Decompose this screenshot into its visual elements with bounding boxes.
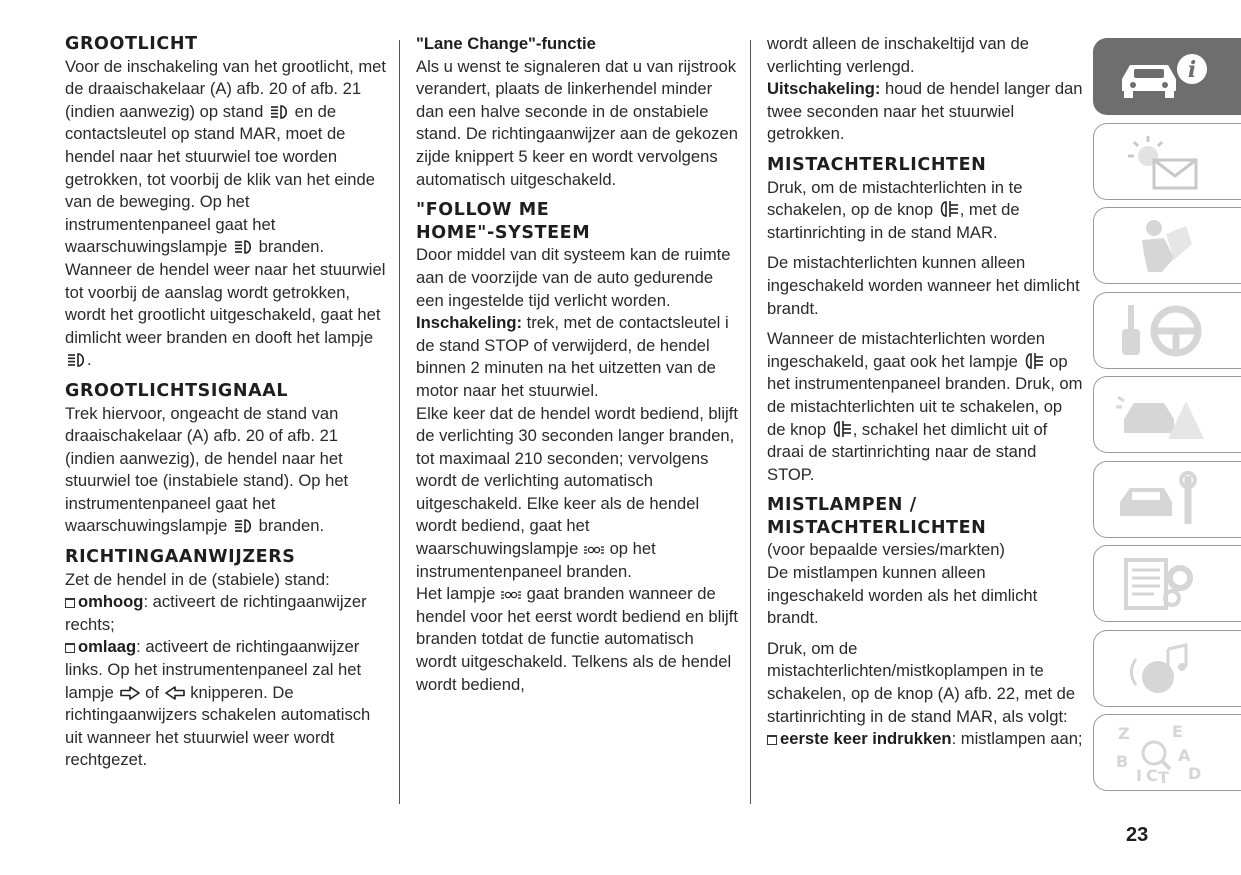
tab-technical-data[interactable] [1093,545,1241,622]
tab-emergency[interactable] [1093,376,1241,453]
paragraph-richting-intro: Zet de hendel in de (stabiele) stand: [65,569,330,589]
paragraph-mist-2: De mistachterlichten kunnen alleen ingeschakeld worden wanneer het dimlicht brandt. [767,253,1080,318]
paragraph-versies: (voor bepaalde versies/markten) [767,540,1005,560]
svg-text:i: i [1187,57,1197,83]
high-beam-icon [65,352,87,368]
list-item-eerste-keer: eerste keer indrukken: mistlampen aan; [767,728,1085,751]
rear-fog-light-icon [938,200,960,218]
tab-index[interactable] [1093,714,1241,791]
index-icon [1108,721,1218,785]
svg-text:B: B [1116,752,1129,771]
page-number: 23 [1126,824,1149,846]
starting-driving-icon [1108,299,1218,363]
sidelights-icon [583,543,605,557]
bullet-square-icon [65,598,75,608]
section-tabs [1093,38,1241,799]
multimedia-icon [1108,637,1218,701]
heading-mistlampen: MISTLAMPEN / MISTACHTERLICHTEN [767,495,987,538]
paragraph-uitschakeling: Uitschakeling: houd de hendel langer dan twee seconden naar het stuurwiel getrokken. [767,79,1083,144]
svg-text:Z: Z [1118,724,1130,743]
tab-safety[interactable] [1093,207,1241,284]
paragraph-continued: wordt alleen de inschakeltijd van de verlichting verlengd. [767,34,1029,76]
sidelights-icon [500,588,522,602]
heading-follow-me-home: "FOLLOW ME HOME"-SYSTEEM [416,200,591,243]
paragraph-mistlampen: De mistlampen kunnen alleen ingeschakeld worden als het dimlicht brandt. [767,563,1038,628]
column-3 [767,33,1085,751]
list-item-omlaag: omlaag: activeert de richtingaanwijzer links. Op het instrumentenpaneel zal het lampje of knipperen. De richtingaanwijzers schakelen automatisch uit wanneer het stuurwiel weer wordt rechtgezet. [65,637,371,770]
svg-text:I: I [1136,766,1142,785]
svg-text:A: A [1178,746,1191,765]
paragraph-mist-3: Wanneer de mistachterlichten worden ingeschakeld, gaat ook het lampje op het instrumentenpaneel branden. Druk, om de mistachterlichten uit te schakelen, op de knop , schakel het dimlicht uit of draai de startinrichting naar de stand STOP. [767,329,1083,484]
paragraph-grootlichtsignaal: Trek hiervoor, ongeacht de stand van draaischakelaar (A) afb. 20 of afb. 21 (indien aanwezig), de hendel naar het stuurwiel toe (instabiele stand). Op het instrumentenpaneel gaat het waarschuwingslampje branden. [65,403,349,536]
rear-fog-light-icon [1023,352,1045,370]
tab-car-info[interactable] [1093,38,1241,115]
tab-maintenance[interactable] [1093,461,1241,538]
rear-fog-light-icon [831,420,853,438]
high-beam-icon [268,104,290,120]
column-divider [399,40,400,804]
paragraph-mist-1: Druk, om de mistachterlichten in te schakelen, op de knop , met de startinrichting in de stand MAR. [767,177,1023,242]
paragraph-lane-change: Als u wenst te signaleren dat u van rijstrook verandert, plaats de linkerhendel minder dan een halve seconde in de onstabiele stand. De richtingaanwijzer aan de gekozen zijde knippert 5 keer en wordt vervolgens automatisch uitgeschakeld. [416,56,738,189]
column-divider [750,40,751,804]
paragraph-druk: Druk, om de mistachterlichten/mistkoplampen in te schakelen, op de knop (A) afb. 22, met de startinrichting in de stand MAR, als volgt: [767,638,1076,726]
emergency-icon [1108,383,1218,447]
tab-warning-lights[interactable] [1093,123,1241,200]
paragraph-follow-me-home: Door middel van dit systeem kan de ruimte aan de voorzijde van de auto gedurende een ingestelde tijd verlicht worden. [416,245,731,310]
svg-text:T: T [1158,768,1169,785]
paragraph-lampje: Het lampje gaat branden wanneer de hendel voor het eerst wordt bediend en blijft branden totdat de functie automatisch wordt uitgeschakeld. Telkens als de hendel wordt bediend, [416,584,738,694]
turn-right-arrow-icon [119,685,141,701]
svg-text:D: D [1188,764,1202,783]
heading-richtingaanwijzers: RICHTINGAANWIJZERS [65,547,296,568]
heading-lane-change: "Lane Change"-functie [416,34,596,53]
paragraph-elke-keer: Elke keer dat de hendel wordt bediend, blijft de verlichting 30 seconden langer branden, tot maximaal 210 seconden; vervolgens wordt de verlichting automatisch uitgeschakeld. Elke keer als de hendel wordt bediend, gaat het waarschuwingslampje op het instrumentenpaneel branden. [416,403,738,581]
heading-grootlichtsignaal: GROOTLICHTSIGNAAL [65,380,289,401]
column-2 [416,33,738,696]
paragraph-grootlicht: Voor de inschakeling van het grootlicht, met de draaischakelaar (A) afb. 20 of afb. 21 (indien aanwezig) op stand en de contactsleutel op stand MAR, moet de hendel naar het stuurwiel toe worden getrokken, tot voorbij de klik van het einde van de beweging. Op het instrumentenpaneel gaat het waarschuwingslampje branden. Wanneer de hendel weer naar het stuurwiel tot voorbij de aanslag wordt getrokken, wordt het grootlicht uitgeschakeld, gaat het dimlicht weer branden en dooft het lampje . [65,56,387,370]
paragraph-inschakeling: Inschakeling: trek, met de contactsleutel i de stand STOP of verwijderd, de hendel binnen 2 minuten na het uitzetten van de motor naar het stuurwiel. [416,313,729,400]
bullet-square-icon [767,735,777,745]
maintenance-icon [1108,468,1218,532]
tab-multimedia[interactable] [1093,630,1241,707]
technical-data-icon [1108,552,1218,616]
high-beam-icon [232,518,254,534]
column-1 [65,33,387,772]
turn-left-arrow-icon [164,685,186,701]
heading-grootlicht: GROOTLICHT [65,34,198,54]
svg-text:E: E [1172,722,1183,741]
safety-icon [1108,214,1218,278]
warning-lights-icon [1108,130,1218,194]
svg-text:C: C [1146,766,1158,785]
heading-mistachterlichten: MISTACHTERLICHTEN [767,154,987,175]
tab-starting-driving[interactable] [1093,292,1241,369]
car-info-icon [1108,45,1218,109]
high-beam-icon [232,239,254,255]
bullet-square-icon [65,643,75,653]
list-item-omhoog: omhoog: activeert de richtingaanwijzer rechts; [65,592,367,634]
